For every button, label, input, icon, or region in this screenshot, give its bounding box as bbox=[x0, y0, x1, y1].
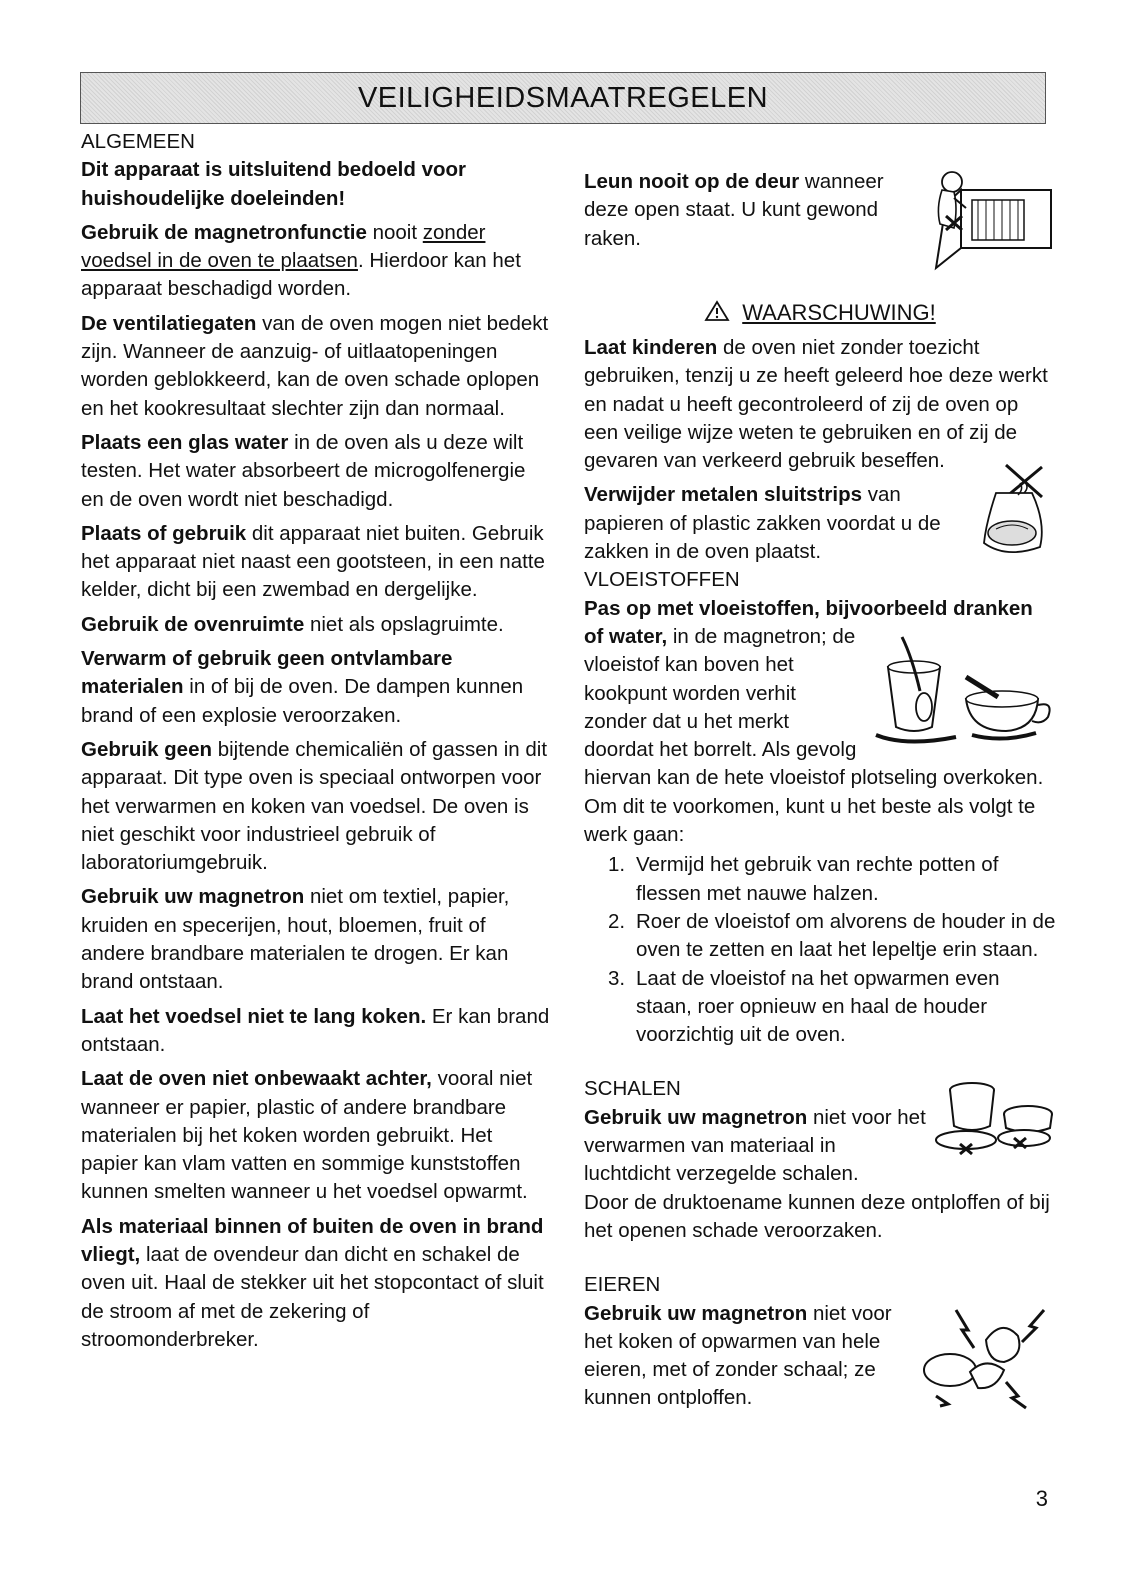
sealed-dishes-illustration bbox=[932, 1074, 1056, 1158]
bold-lead: Verwijder metalen sluitstrips bbox=[584, 483, 862, 507]
person-leaning-on-oven-icon bbox=[906, 168, 1056, 278]
bold-lead: Laat het voedsel niet te lang koken. bbox=[81, 1004, 427, 1028]
oven-door-illustration bbox=[906, 168, 1056, 278]
exploding-eggs-illustration bbox=[906, 1300, 1056, 1410]
bold-lead: Gebruik uw magnetron bbox=[584, 1105, 808, 1129]
bold-lead: Verwarm of gebruik geen ontvlambare materialen bbox=[81, 647, 453, 699]
paragraph-drying bbox=[81, 883, 551, 996]
paragraph-storage bbox=[81, 611, 551, 639]
bold-lead: Plaats of gebruik bbox=[81, 521, 247, 545]
bold-lead: Gebruik de ovenruimte bbox=[81, 612, 305, 636]
glass-and-cup-with-spoon-icon bbox=[866, 627, 1056, 747]
bold-lead: Dit apparaat is uitsluitend bedoeld voor huishoudelijke doeleinden! bbox=[81, 158, 466, 210]
sealed-containers-icon bbox=[932, 1074, 1056, 1158]
paragraph-glass-water bbox=[81, 429, 551, 514]
paragraph-dishes bbox=[584, 1104, 1056, 1189]
underlined-text: zonder voedsel in de oven te plaatsen bbox=[81, 220, 486, 273]
page-title: VEILIGHEIDSMAATREGELEN bbox=[357, 81, 769, 114]
list-item bbox=[584, 908, 1056, 965]
list-text: Roer de vloeistof om alvorens de houder in de oven te zetten en laat het lepeltje erin staan. bbox=[636, 909, 1056, 962]
text: dit apparaat niet buiten. Gebruik het apparaat niet naast een gootsteen, in een natte kelder, dicht bij een zwembad en dergelijke. bbox=[81, 521, 545, 602]
paragraph-door bbox=[584, 168, 1056, 253]
bold-lead: De ventilatiegaten bbox=[81, 311, 257, 335]
text: de oven niet zonder toezicht gebruiken, tenzij u ze heeft geleerd hoe deze werkt en nadat u heeft gecontroleerd of zij de oven op een veilige wijze weten te gebruiken en of zij de gevaren van verkeerd gebruik beseffen. bbox=[584, 336, 1048, 473]
list-item bbox=[584, 851, 1056, 908]
paragraph-metal-strips bbox=[584, 481, 1056, 566]
paragraph-liquids bbox=[584, 595, 1056, 793]
text: wanneer deze open staat. U kunt gewond raken. bbox=[584, 170, 884, 250]
list-number: 3. bbox=[608, 966, 626, 990]
bold-lead: Pas op met vloeistoffen, bijvoorbeeld dranken of water, bbox=[584, 596, 1033, 648]
text: in de oven als u deze wilt testen. Het water absorbeert de microgolfenergie en de oven wordt niet beschadigd. bbox=[81, 430, 526, 511]
title-banner bbox=[80, 72, 1046, 124]
text: bijtende chemicaliën of gassen in dit apparaat. Dit type oven is speciaal ontworpen voor het verwarmen en koken van voedsel. De oven is niet geschikt voor industrieel gebruik of laboratoriumgebruik. bbox=[81, 737, 548, 875]
text: vooral niet wanneer er papier, plastic of andere brandbare materialen bij het koken worden gebruikt. Het papier kan vlam vatten en sommige kunststoffen kunnen smelten wanneer u het voedsel opwarmt. bbox=[81, 1067, 533, 1204]
text: niet voor het koken of opwarmen van hele eieren, met of zonder schaal; ze kunnen ontploffen. bbox=[584, 1301, 892, 1410]
text: niet als opslagruimte. bbox=[304, 612, 504, 636]
paragraph-eggs bbox=[584, 1300, 1056, 1413]
list-item bbox=[584, 965, 1056, 1050]
bold-lead: Gebruik uw magnetron bbox=[584, 1301, 808, 1325]
warning-triangle-icon bbox=[704, 300, 730, 322]
list-number: 1. bbox=[608, 853, 626, 877]
paragraph-unattended bbox=[81, 1065, 551, 1206]
paragraph-outdoor bbox=[81, 520, 551, 605]
text: van de oven mogen niet bedekt zijn. Wanneer de aanzuig- of uitlaatopeningen worden geblokkeerd, kan de oven schade oplopen en het kookresultaat slechter zijn dan normaal. bbox=[81, 311, 549, 420]
paragraph-microwave-function bbox=[81, 219, 551, 304]
warning-label: WAARSCHUWING! bbox=[742, 300, 936, 325]
right-column bbox=[584, 168, 1056, 1413]
paragraph-chemicals bbox=[81, 736, 551, 877]
paragraph-household-use bbox=[81, 156, 551, 213]
page-number: 3 bbox=[1035, 1486, 1048, 1511]
text: in of bij de oven. De dampen kunnen brand of een explosie veroorzaken. bbox=[81, 675, 524, 727]
text: niet voor het verwarmen van materiaal in luchtdicht verzegelde schalen. bbox=[584, 1105, 926, 1186]
bold-lead: Als materiaal binnen of buiten de oven in brand vliegt, bbox=[81, 1214, 544, 1266]
chicken-bag-illustration bbox=[966, 463, 1056, 563]
cup-spoon-illustration bbox=[866, 627, 1056, 747]
bold-lead: Plaats een glas water bbox=[81, 430, 289, 454]
warning-heading bbox=[584, 278, 1056, 328]
paragraph-liquids-advice: Om dit te voorkomen, kunt u het beste als volgt te werk gaan: bbox=[584, 794, 1036, 847]
section-heading-dishes: SCHALEN bbox=[584, 1077, 681, 1101]
left-column bbox=[81, 128, 551, 1354]
paragraph-overcooking bbox=[81, 1003, 551, 1060]
text: nooit bbox=[366, 220, 423, 244]
paragraph-children bbox=[584, 334, 1056, 475]
text: laat de ovendeur dan dicht en schakel de oven uit. Haal de stekker uit het stopcontact of sluit de stroom af met de zekering of stroomonderbreker. bbox=[81, 1242, 544, 1351]
text: niet om textiel, papier, kruiden en specerijen, hout, bloemen, fruit of andere brandbare materialen te drogen. Er kan brand ontstaan. bbox=[81, 885, 510, 994]
list-text: Vermijd het gebruik van rechte potten of flessen met nauwe halzen. bbox=[636, 853, 999, 905]
bold-lead: Leun nooit op de deur bbox=[584, 170, 800, 193]
bold-lead: Gebruik geen bbox=[81, 737, 213, 761]
list-number: 2. bbox=[608, 909, 626, 933]
paragraph-fire bbox=[81, 1213, 551, 1354]
section-heading-eggs: EIEREN bbox=[584, 1273, 661, 1297]
text: in de magnetron; de vloeistof kan boven het kookpunt worden verhit zonder dat u het merkt doordat het borrelt. Als gevolg hiervan kan de hete vloeistof plotseling overkoken. bbox=[584, 624, 1044, 790]
exploding-egg-icon bbox=[906, 1300, 1056, 1410]
liquid-steps-list bbox=[584, 851, 1056, 1049]
section-heading-liquids: VLOEISTOFFEN bbox=[584, 568, 740, 592]
bold-lead: Laat de oven niet onbewaakt achter, bbox=[81, 1067, 432, 1091]
section-heading-general: ALGEMEEN bbox=[81, 130, 195, 153]
bag-with-metal-tie-icon bbox=[966, 463, 1056, 563]
paragraph-ventilation bbox=[81, 310, 551, 423]
paragraph-dishes-pressure: Door de druktoename kunnen deze ontploffen of bij het openen schade veroorzaken. bbox=[584, 1190, 1050, 1242]
text: . Hierdoor kan het apparaat beschadigd worden. bbox=[81, 249, 521, 301]
paragraph-flammable bbox=[81, 645, 551, 730]
text: Er kan brand ontstaan. bbox=[81, 1004, 550, 1056]
bold-lead: Laat kinderen bbox=[584, 336, 718, 359]
text: van papieren of plastic zakken voordat u de zakken in de oven plaatst. bbox=[584, 483, 941, 564]
bold-lead: Gebruik uw magnetron bbox=[81, 885, 305, 909]
bold-lead: Gebruik de magnetronfunctie bbox=[81, 220, 367, 244]
list-text: Laat de vloeistof na het opwarmen even staan, roer opnieuw en haal de houder voorzichtig uit de oven. bbox=[636, 966, 1000, 1047]
